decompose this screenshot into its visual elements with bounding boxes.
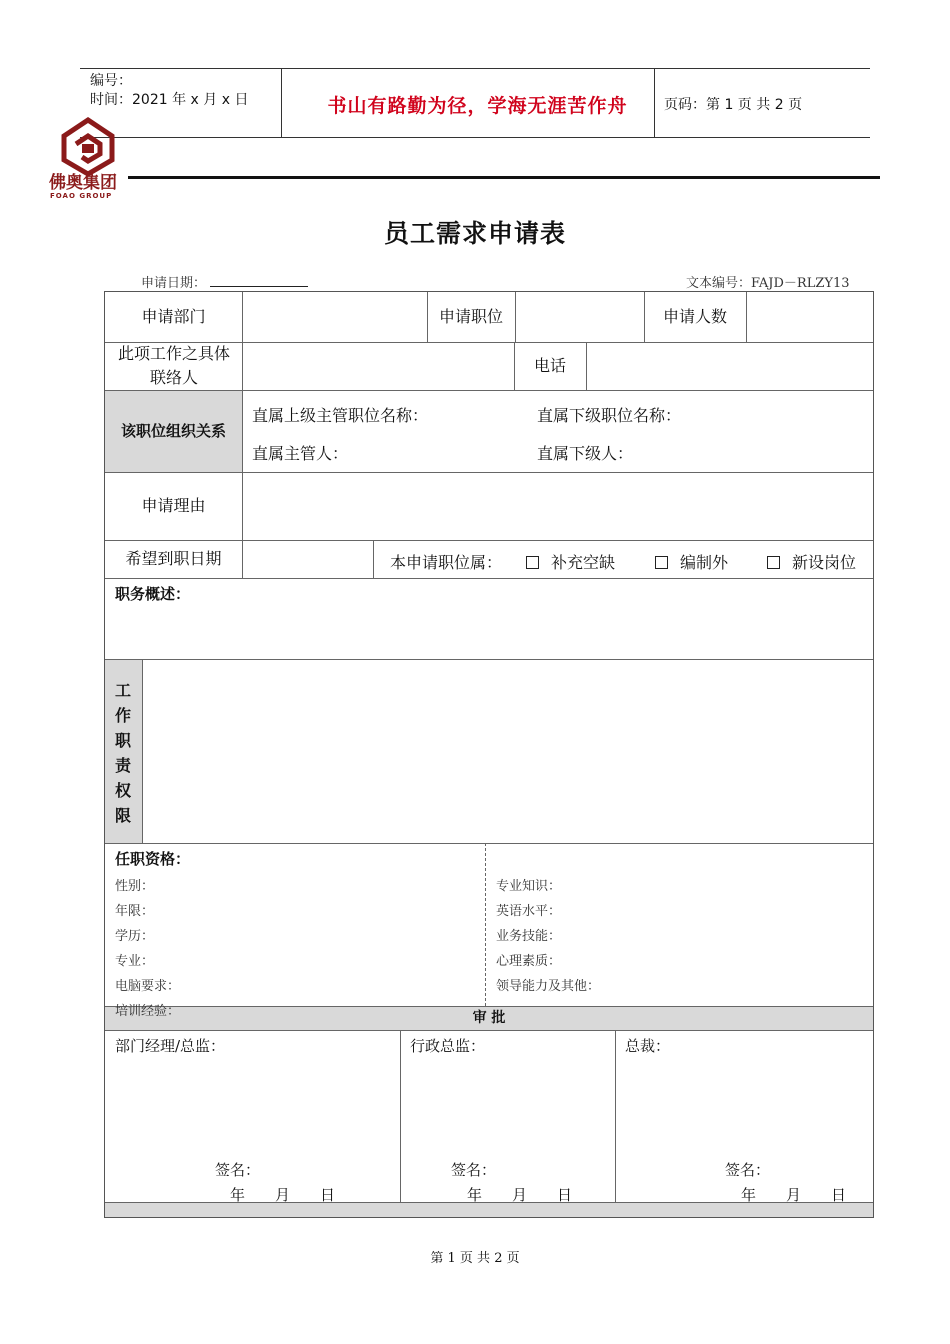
- qual-skills: 业务技能：: [496, 929, 562, 944]
- page-header: [80, 68, 870, 138]
- superior-position: 直属上级主管职位名称：: [252, 406, 429, 425]
- dept-label: 申请部门: [141, 307, 206, 326]
- qual-computer: 电脑要求：: [115, 979, 181, 994]
- position-label: 申请职位: [438, 307, 503, 326]
- time-label: 时间：2021 年 x 月 x 日: [90, 92, 249, 108]
- duty-overview-label: 职务概述：: [115, 585, 191, 603]
- doc-number-label: 编号：: [90, 73, 132, 89]
- qual-leadership: 领导能力及其他：: [496, 979, 601, 994]
- company-logo: [46, 114, 136, 200]
- headcount-label: 申请人数: [662, 307, 727, 326]
- logo-name-en: FOAO GROUP: [50, 192, 113, 200]
- option-vacancy-label: 补充空缺: [551, 553, 616, 572]
- apply-date: [141, 272, 308, 291]
- duty-vertical-label: 工 作 职 责 权 限: [114, 681, 131, 825]
- subordinate-position: 直属下级职位名称：: [537, 406, 682, 425]
- date-label-3: 年 月 日: [741, 1186, 847, 1204]
- position-field[interactable]: [516, 292, 644, 342]
- hope-date-label: 希望到职日期: [125, 549, 222, 568]
- apply-date-label: 申请日期：: [141, 276, 207, 291]
- dept-field[interactable]: [243, 292, 427, 342]
- belongs-label: 本申请职位属：: [390, 553, 503, 572]
- sign-label-1: 签名：: [215, 1161, 261, 1179]
- qual-knowledge: 专业知识：: [496, 879, 562, 894]
- checkbox-icon[interactable]: [767, 556, 780, 569]
- option-outside-label: 编制外: [680, 553, 729, 572]
- header-divider: [281, 69, 282, 137]
- qual-psychology: 心理素质：: [496, 954, 562, 969]
- approve-title: 审 批: [472, 1010, 506, 1026]
- subordinate: 直属下级人：: [537, 444, 634, 463]
- date-label-1: 年 月 日: [230, 1186, 336, 1204]
- qualification-title: 任职资格：: [115, 850, 191, 868]
- option-vacancy[interactable]: [526, 550, 615, 573]
- page-footer: 第 1 页 共 2 页: [430, 1251, 520, 1266]
- option-new-label: 新设岗位: [792, 553, 857, 572]
- qual-major: 专业：: [115, 954, 155, 969]
- apply-date-field[interactable]: [210, 274, 308, 287]
- sign-label-2: 签名：: [451, 1161, 497, 1179]
- header-page-info: 页码：第 1 页 共 2 页: [664, 97, 803, 113]
- option-outside[interactable]: [655, 550, 728, 573]
- option-new[interactable]: [767, 550, 856, 573]
- qual-education: 学历：: [115, 929, 155, 944]
- doc-code: 文本编号：FAJD－RLZY13: [686, 276, 850, 291]
- header-rule: [128, 176, 880, 179]
- checkbox-icon[interactable]: [655, 556, 668, 569]
- duty-field[interactable]: [143, 660, 873, 843]
- reason-field[interactable]: [243, 472, 873, 540]
- contact-field[interactable]: [243, 342, 514, 390]
- phone-field[interactable]: [587, 342, 873, 390]
- phone-label: 电话: [533, 356, 566, 375]
- qual-years: 年限：: [115, 904, 155, 919]
- date-label-2: 年 月 日: [467, 1186, 573, 1204]
- checkbox-icon[interactable]: [526, 556, 539, 569]
- reason-label: 申请理由: [141, 496, 206, 515]
- header-motto: 书山有路勤为径，学海无涯苦作舟: [327, 95, 628, 117]
- qual-english: 英语水平：: [496, 904, 562, 919]
- sign-label-3: 签名：: [725, 1161, 771, 1179]
- org-label: 该职位组织关系: [120, 422, 226, 440]
- qual-training: 培训经验：: [115, 1004, 181, 1019]
- request-form: [104, 291, 874, 1218]
- contact-label: 此项工作之具体联络人: [117, 344, 230, 387]
- approver-admin-director: 行政总监：: [410, 1037, 486, 1055]
- logo-name-cn: 佛奥集团: [49, 173, 117, 193]
- qual-gender: 性别：: [115, 879, 155, 894]
- approver-dept-manager: 部门经理/总监：: [115, 1037, 226, 1055]
- form-title: 员工需求申请表: [383, 219, 566, 248]
- logo-icon: [46, 114, 136, 200]
- hope-date-field[interactable]: [243, 540, 373, 578]
- header-left: [90, 72, 248, 110]
- headcount-field[interactable]: [747, 292, 873, 342]
- approver-president: 总裁：: [625, 1037, 671, 1055]
- superior: 直属主管人：: [252, 444, 349, 463]
